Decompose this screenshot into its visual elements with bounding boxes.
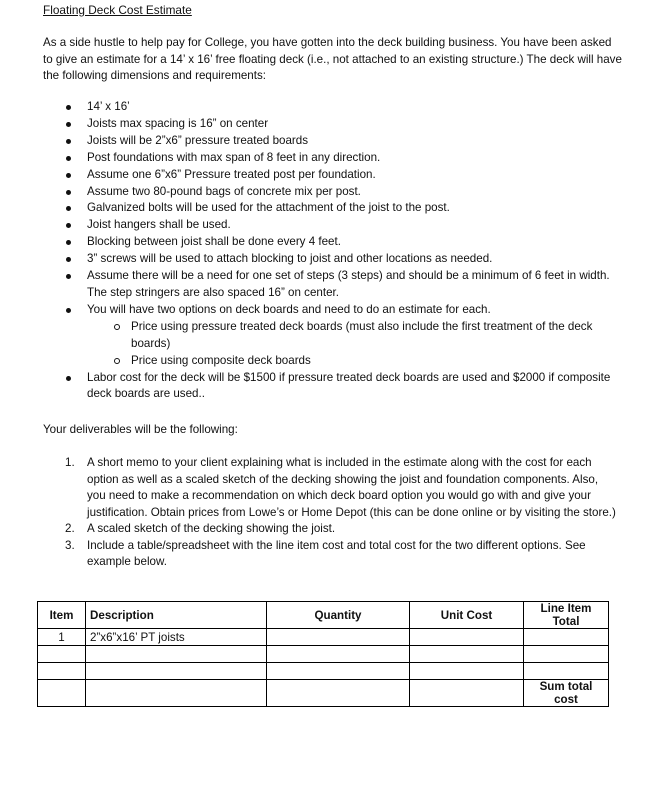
intro-paragraph: As a side hustle to help pay for College, you have gotten into the deck building business. You have been asked to give an estimate for a 14’ x 16’ free floating deck (i.e., not attached to an existing structure.) The deck will have the following dimensions and requirements: (43, 36, 622, 82)
list-item: Assume two 80-pound bags of concrete mix per post. (61, 184, 616, 201)
deliverables-heading: Your deliverables will be the following: (43, 423, 238, 436)
bullet-icon (66, 173, 71, 178)
table-cell (267, 680, 410, 707)
table-row (38, 629, 609, 646)
bullet-icon (66, 240, 71, 245)
table-cell: 1 (38, 629, 86, 646)
list-number: 2. (65, 522, 75, 535)
table-cell (86, 646, 267, 663)
column-header: Quantity (267, 602, 410, 629)
table-cell (38, 646, 86, 663)
list-item: Joists will be 2”x6” pressure treated boards (61, 133, 616, 150)
table-cell (410, 629, 524, 646)
table-cell (410, 680, 524, 707)
table-cell: 2”x6”x16’ PT joists (86, 629, 267, 646)
bullet-icon (66, 105, 71, 110)
table-cell (267, 646, 410, 663)
sum-total-cell: Sum total cost (524, 680, 609, 707)
list-item: Labor cost for the deck will be $1500 if pressure treated deck boards are used and $2000 if composite deck boards are used.. (61, 370, 616, 404)
table-cell (86, 663, 267, 680)
bullet-icon (66, 308, 71, 313)
table-row (38, 680, 609, 707)
deliverables-list (61, 455, 616, 571)
list-item: Assume there will be a need for one set of steps (3 steps) and should be a minimum of 6 feet in width. The step stringers are also spaced 16” on center. (61, 268, 616, 302)
table-cell (267, 663, 410, 680)
column-header: Description (86, 602, 267, 629)
table-cell (410, 663, 524, 680)
sub-list-item: Price using composite deck boards (87, 353, 616, 370)
list-item: Joist hangers shall be used. (61, 217, 616, 234)
list-item: Assume one 6”x6” Pressure treated post per foundation. (61, 167, 616, 184)
table-cell (524, 646, 609, 663)
bullet-icon (66, 122, 71, 127)
list-item: Joists max spacing is 16” on center (61, 116, 616, 133)
list-number: 3. (65, 538, 75, 552)
column-header: Line Item Total (524, 602, 609, 629)
list-number: 1. (65, 456, 75, 469)
document-title: Floating Deck Cost Estimate (43, 3, 192, 17)
list-item: 1. A short memo to your client explaining what is included in the estimate along with the cost for each option as well as a scaled sketch of the decking showing the joist and foundation components. Also, you need to make a recommendation on which deck board option you would go with and give your justification. Obtain prices from Lowe’s or Home Depot (this can be done online or by visiting the store.) (65, 456, 616, 519)
list-item: 3. Include a table/spreadsheet with the line item cost and total cost for the two different options. See example below. (65, 538, 586, 568)
table-cell (86, 680, 267, 707)
table-cell (38, 680, 86, 707)
table-header-row (38, 602, 609, 629)
bullet-icon (66, 139, 71, 144)
requirements-list (61, 99, 616, 403)
cost-table (37, 601, 609, 707)
bullet-icon (66, 257, 71, 262)
table-cell (410, 646, 524, 663)
list-item: Blocking between joist shall be done every 4 feet. (61, 234, 616, 251)
column-header: Unit Cost (410, 602, 524, 629)
bullet-icon (66, 223, 71, 228)
bullet-icon (66, 274, 71, 279)
table-cell (524, 663, 609, 680)
list-item: 3” screws will be used to attach blocking to joist and other locations as needed. (61, 251, 616, 268)
circle-bullet-icon (114, 324, 120, 330)
list-item: 14’ x 16’ (61, 99, 616, 116)
table-row (38, 663, 609, 680)
list-item: Galvanized bolts will be used for the attachment of the joist to the post. (61, 200, 616, 217)
column-header: Item (38, 602, 86, 629)
list-item: 2. A scaled sketch of the decking showing the joist. (61, 521, 616, 538)
list-item: Post foundations with max span of 8 feet in any direction. (61, 150, 616, 167)
bullet-icon (66, 206, 71, 211)
table-cell (524, 629, 609, 646)
table-cell (38, 663, 86, 680)
bullet-icon (66, 376, 71, 381)
bullet-icon (66, 156, 71, 161)
bullet-icon (66, 190, 71, 195)
table-cell (267, 629, 410, 646)
table-row (38, 646, 609, 663)
list-item: You will have two options on deck boards and need to do an estimate for each. Price using pressure treated deck boards (must also include the first treatment of the deck boards) Price using composite deck boards (61, 302, 616, 370)
sub-list-item: Price using pressure treated deck boards (must also include the first treatment of the deck boards) (87, 319, 616, 353)
options-sublist (87, 319, 616, 370)
circle-bullet-icon (114, 358, 120, 364)
